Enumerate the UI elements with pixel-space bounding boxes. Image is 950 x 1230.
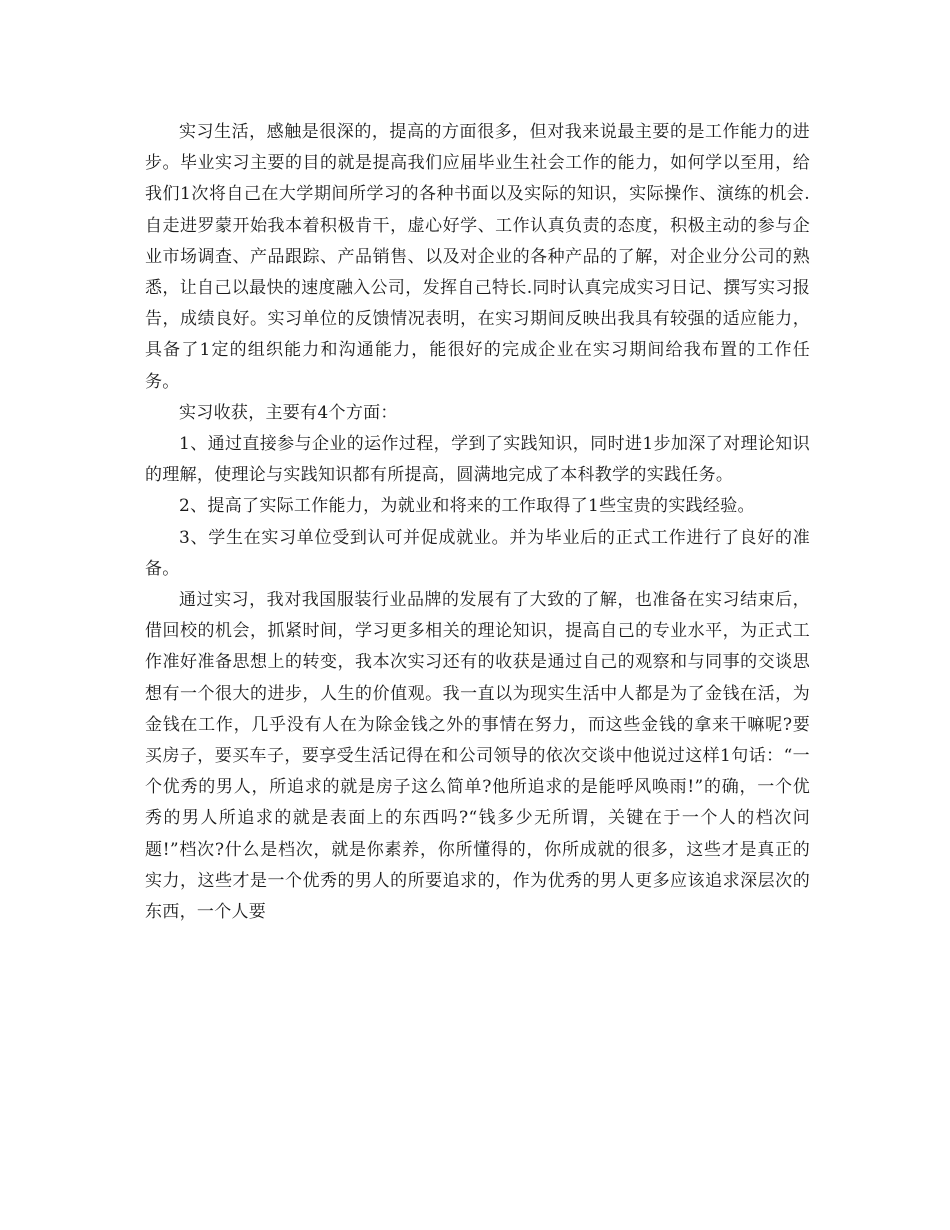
paragraph-reflection: 通过实习，我对我国服装行业品牌的发展有了大致的了解，也准备在实习结束后，借回校的机会，抓紧时间，学习更多相关的理论知识，提高自己的专业水平，为正式工作准好准备思想上的转变，我本次实习还有的收获是通过自己的观察和与同事的交谈思想有一个很大的进步，人生的价值观。我一直以为现实生活中人都是为了金钱在活，为金钱在工作，几乎没有人在为除金钱之外的事情在努力，而这些金钱的拿来干嘛呢?要买房子，要买车子，要享受生活记得在和公司领导的依次交谈中他说过这样1句话：“一个优秀的男人，所追求的就是房子这么简单?他所追求的是能呼风唤雨!”的确，一个优秀的男人所追求的就是表面上的东西吗?“钱多少无所谓，关键在于一个人的档次问题!”档次?什么是档次，就是你素养，你所懂得的，你所成就的很多，这些才是真正的实力，这些才是一个优秀的男人的所要追求的，作为优秀的男人更多应该追求深层次的东西，一个人要	[145, 590, 810, 923]
paragraph-gains-intro: 实习收获，主要有4个方面：	[179, 402, 398, 423]
paragraph-gain-3: 3、学生在实习单位受到认可并促成就业。并为毕业后的正式工作进行了良好的准备。	[145, 527, 810, 579]
paragraph-gain-1: 1、通过直接参与企业的运作过程，学到了实践知识，同时进1步加深了对理论知识的理解，使理论与实践知识都有所提高，圆满地完成了本科教学的实践任务。	[145, 434, 810, 486]
paragraph-internship-life: 实习生活，感触是很深的，提高的方面很多，但对我来说最主要的是工作能力的进步。毕业实习主要的目的就是提高我们应届毕业生社会工作的能力，如何学以至用，给我们1次将自己在大学期间所学习的各种书面以及实际的知识，实际操作、演练的机会.自走进罗蒙开始我本着积极肯干，虚心好学、工作认真负责的态度，积极主动的参与企业市场调查、产品跟踪、产品销售、以及对企业的各种产品的了解，对企业分公司的熟悉，让自己以最快的速度融入公司，发挥自己特长.同时认真完成实习日记、撰写实习报告，成绩良好。实习单位的反馈情况表明，在实习期间反映出我具有较强的适应能力，具备了1定的组织能力和沟通能力，能很好的完成企业在实习期间给我布置的工作任务。	[145, 122, 810, 392]
paragraph-gain-2: 2、提高了实际工作能力，为就业和将来的工作取得了1些宝贵的实践经验。	[179, 496, 755, 517]
document-body	[145, 117, 810, 928]
